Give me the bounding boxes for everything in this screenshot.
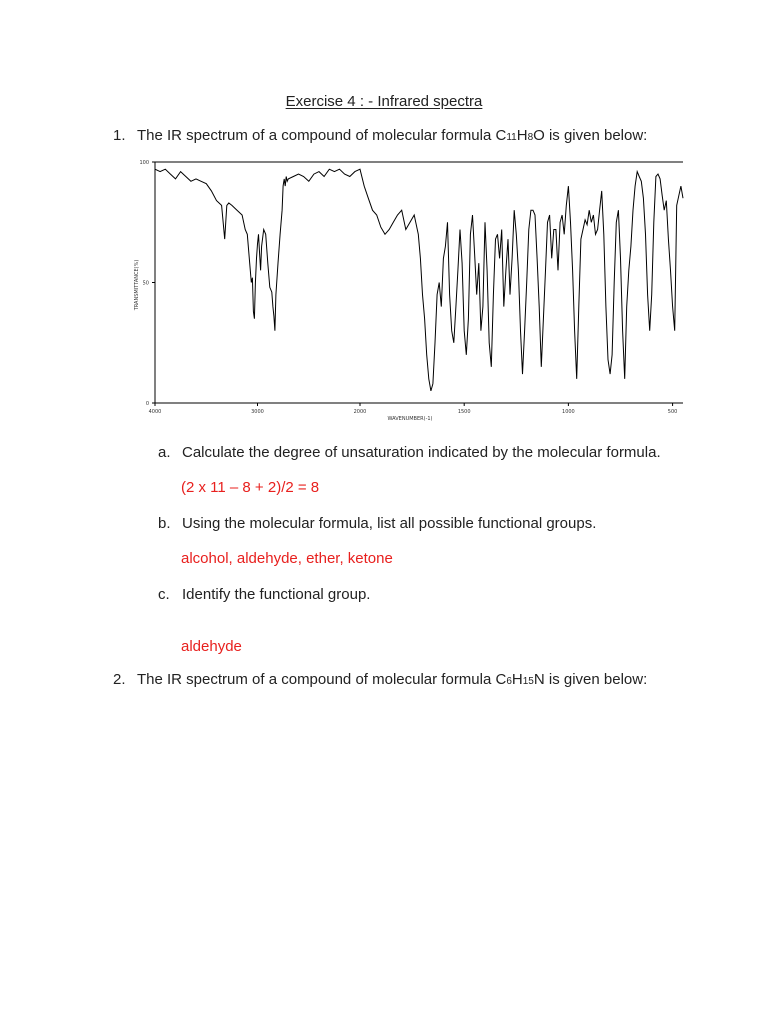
part-question: Identify the functional group. (182, 586, 371, 603)
spectrum-line (155, 169, 683, 391)
y-tick-label: 0 (145, 401, 149, 407)
y-axis-label: TRANSMITTANCE(%) (134, 259, 140, 311)
question-text-after: O is given below: (533, 127, 648, 144)
part-letter: c. (158, 586, 170, 603)
part-question: Using the molecular formula, list all possible functional groups. (182, 515, 597, 532)
ir-spectrum-chart (120, 155, 690, 425)
part-letter: b. (158, 515, 171, 532)
answer-b: alcohol, aldehyde, ether, ketone (181, 550, 393, 567)
formula-element: H (516, 127, 528, 144)
question-text-before: The IR spectrum of a compound of molecular formula C (137, 671, 507, 688)
part-c (158, 586, 718, 604)
formula-element: H (511, 671, 523, 688)
x-tick-label: 1000 (562, 409, 575, 415)
y-tick-label: 100 (139, 160, 149, 166)
part-b (158, 515, 718, 533)
question-1 (113, 127, 713, 145)
y-tick-label: 50 (142, 280, 149, 287)
question-2 (113, 671, 713, 689)
question-text-after: N is given below: (533, 671, 648, 688)
chart-axes (155, 162, 683, 403)
formula-subscript: 8 (527, 132, 534, 143)
question-text-before: The IR spectrum of a compound of molecular formula C (137, 127, 507, 144)
x-tick-label: 4000 (148, 409, 162, 415)
part-letter: a. (158, 444, 171, 461)
x-tick-label: 500 (667, 409, 678, 415)
question-text (137, 671, 647, 691)
page-title: Exercise 4 : - Infrared spectra (285, 93, 483, 110)
answer-c: aldehyde (181, 638, 242, 655)
part-a (158, 444, 718, 462)
answer-a: (2 x 11 – 8 + 2)/2 = 8 (181, 479, 320, 496)
chart-ticks (139, 160, 677, 415)
part-question: Calculate the degree of unsaturation indicated by the molecular formula. (182, 444, 661, 461)
formula-subscript: 6 (506, 676, 512, 687)
x-tick-label: 1500 (457, 409, 471, 415)
x-tick-label: 3000 (251, 409, 264, 415)
x-tick-label: 2000 (353, 409, 367, 415)
formula-subscript: 11 (506, 132, 517, 143)
question-number: 2. (113, 671, 126, 688)
question-number: 1. (113, 127, 126, 144)
formula-subscript: 15 (522, 676, 534, 687)
x-axis-label: WAVENUMBER(-1) (387, 416, 433, 422)
question-text (137, 127, 647, 147)
